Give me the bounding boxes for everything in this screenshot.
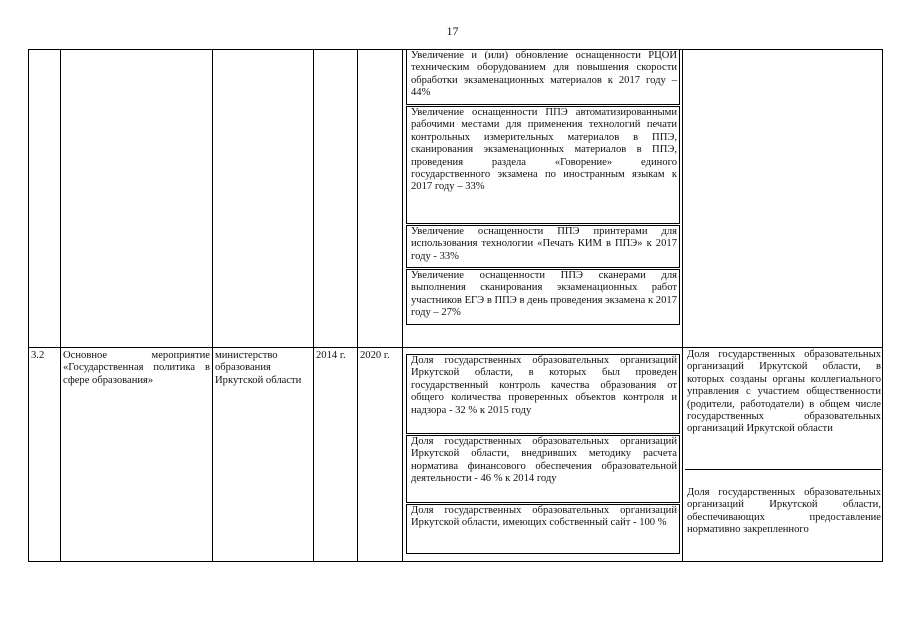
- cell-end-year: [358, 348, 403, 562]
- cell-indicators: [403, 50, 683, 348]
- indicator-box: Доля государственных образовательных организаций Иркутской области, имеющих собственный сайт - 100 %: [406, 504, 680, 554]
- target-indicator: Доля государственных образовательных организаций Иркутской области, обеспечивающих предоставление нормативно закрепленного: [687, 487, 881, 536]
- indicator-box: Увеличение оснащенности ППЭ автоматизированными рабочими местами для применения технологий печати контрольных измерительных материалов в ППЭ, сканирования экзаменационных материалов в ППЭ, проведения раздела «Говорение» единого государственного экзамена по иностранным языкам к 2017 году – 33%: [406, 106, 680, 224]
- cell-indicators: [403, 348, 683, 562]
- cell-executor: [213, 50, 314, 348]
- cell-name: [61, 348, 213, 562]
- cell-name: [61, 50, 213, 348]
- cell-target-indicators: [683, 50, 883, 348]
- table-row: [29, 50, 883, 348]
- indicator-box: Увеличение и (или) обновление оснащенности РЦОИ техническим оборудованием для повышения скорости обработки экзаменационных материалов к 2017 году – 44%: [406, 50, 680, 105]
- cell-start-year: [314, 50, 358, 348]
- indicator-box: Доля государственных образовательных организаций Иркутской области, в которых был проведен государственный контроль качества образования от общего количества проверенных объектов контроля и надзора - 32 % к 2015 году: [406, 354, 680, 434]
- cell-start-year: [314, 348, 358, 562]
- indicator-box: Увеличение оснащенности ППЭ сканерами для выполнения сканирования экзаменационных работ участников ЕГЭ в ППЭ в день проведения экзамена к 2017 году – 27%: [406, 269, 680, 325]
- target-spacer: [683, 470, 882, 486]
- executor-name: министерство образования Иркутской области: [215, 350, 302, 386]
- cell-executor: [213, 348, 314, 562]
- program-table: [28, 49, 883, 562]
- target-indicator: Доля государственных образовательных организаций Иркутской области, в которых созданы органы коллегиального управления с участием общественности (родители, работодатели) в общем числе государственных образовательных организаций Иркутской области: [685, 348, 881, 470]
- row-number: 3.2: [31, 350, 45, 361]
- measure-name: Основное мероприятие «Государственная политика в сфере образования»: [63, 350, 210, 386]
- indicator-box: Увеличение оснащенности ППЭ принтерами для использования технологии «Печать КИМ в ППЭ» к 2017 году - 33%: [406, 225, 680, 268]
- cell-number: [29, 50, 61, 348]
- table-row: [29, 348, 883, 562]
- start-year: 2014 г.: [316, 350, 346, 361]
- indicator-box: Доля государственных образовательных организаций Иркутской области, внедривших методику расчета норматива финансового обеспечения образовательной деятельности - 46 % к 2014 году: [406, 435, 680, 503]
- cell-end-year: [358, 50, 403, 348]
- page-number: 17: [446, 24, 459, 38]
- end-year: 2020 г.: [360, 350, 390, 361]
- cell-target-indicators: [683, 348, 883, 562]
- cell-number: [29, 348, 61, 562]
